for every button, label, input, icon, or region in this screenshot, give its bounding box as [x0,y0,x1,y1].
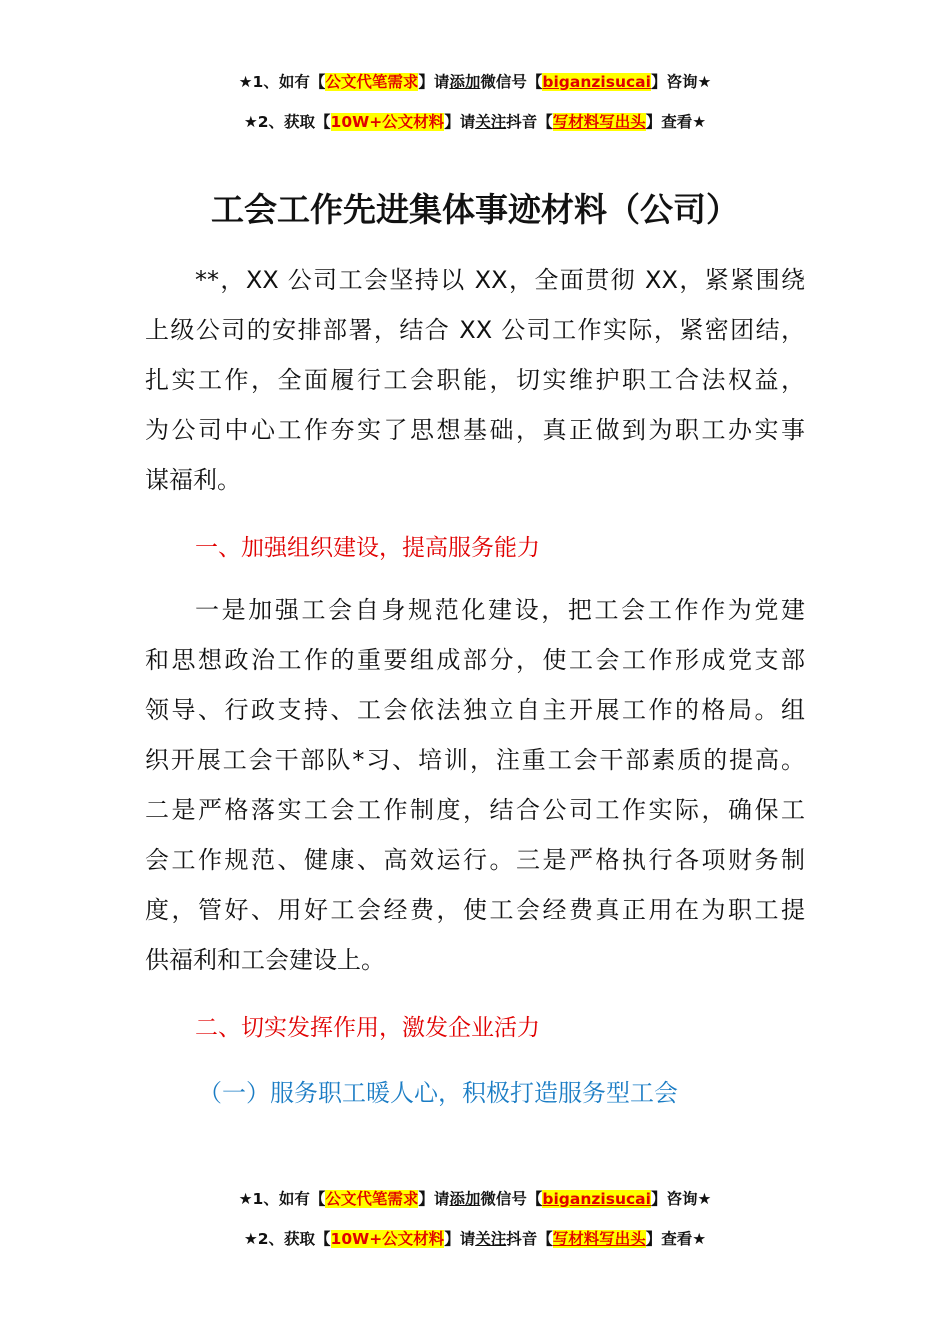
promo-text: 】请 [418,73,450,91]
promo-underlined: 添加 [449,73,481,91]
text-line: 织开展工会干部队*习、培训，注重工会干部素质的提高。 [145,746,805,774]
text-line: 扎实工作，全面履行工会职能，切实维护职工合法权益， [145,366,805,394]
promo-highlight: 10W+公文材料 [330,113,445,131]
promo-text: ★1、如有【 [238,1190,326,1208]
wechat-id: biganzisucai [542,1190,651,1208]
promo-underlined: 关注 [475,113,507,131]
promo-underlined: 关注 [475,1230,507,1248]
promo-text: 】咨询★ [650,73,712,91]
douyin-id: 写材料写出头 [552,113,646,131]
promo-line-1 [0,70,950,92]
text-line: 度，管好、用好工会经费，使工会经费真正用在为职工提 [145,896,805,924]
promo-line-2 [0,110,950,132]
promo-highlight: 公文代笔需求 [325,1190,419,1208]
promo-text: 】请 [444,113,476,131]
promo-text: 抖音【 [506,113,553,131]
promo-line-1-footer [0,1187,950,1209]
promo-text: 】请 [418,1190,450,1208]
section-heading-1: 一、加强组织建设，提高服务能力 [195,535,540,561]
section-heading-2: 二、切实发挥作用，激发企业活力 [195,1015,540,1041]
text-line: 上级公司的安排部署，结合 XX 公司工作实际，紧密团结， [145,316,805,344]
text-line: 一是加强工会自身规范化建设，把工会工作作为党建 [195,596,805,624]
promo-underlined: 添加 [449,1190,481,1208]
wechat-id: biganzisucai [542,73,651,91]
promo-text: 】咨询★ [650,1190,712,1208]
promo-highlight: 10W+公文材料 [330,1230,445,1248]
promo-text: ★2、获取【 [243,1230,331,1248]
text-line: 二是严格落实工会工作制度，结合公司工作实际，确保工 [145,796,805,824]
text-line: 为公司中心工作夯实了思想基础，真正做到为职工办实事 [145,416,805,444]
document-title: 工会工作先进集体事迹材料（公司） [211,190,739,229]
subsection-heading: （一）服务职工暖人心，积极打造服务型工会 [198,1079,678,1107]
promo-text: 抖音【 [506,1230,553,1248]
promo-text: 】请 [444,1230,476,1248]
douyin-id: 写材料写出头 [552,1230,646,1248]
promo-text: 】查看★ [645,1230,707,1248]
promo-highlight: 公文代笔需求 [325,73,419,91]
text-line: **，XX 公司工会坚持以 XX，全面贯彻 XX，紧紧围绕 [195,266,805,294]
text-line: 供福利和工会建设上。 [145,946,385,974]
promo-text: 微信号【 [480,73,543,91]
promo-text: 】查看★ [645,113,707,131]
promo-line-2-footer [0,1227,950,1249]
text-line: 和思想政治工作的重要组成部分，使工会工作形成党支部 [145,646,805,674]
text-line: 领导、行政支持、工会依法独立自主开展工作的格局。组 [145,696,805,724]
text-line: 会工作规范、健康、高效运行。三是严格执行各项财务制 [145,846,805,874]
promo-text: ★1、如有【 [238,73,326,91]
text-line: 谋福利。 [145,466,241,494]
promo-text: ★2、获取【 [243,113,331,131]
promo-text: 微信号【 [480,1190,543,1208]
